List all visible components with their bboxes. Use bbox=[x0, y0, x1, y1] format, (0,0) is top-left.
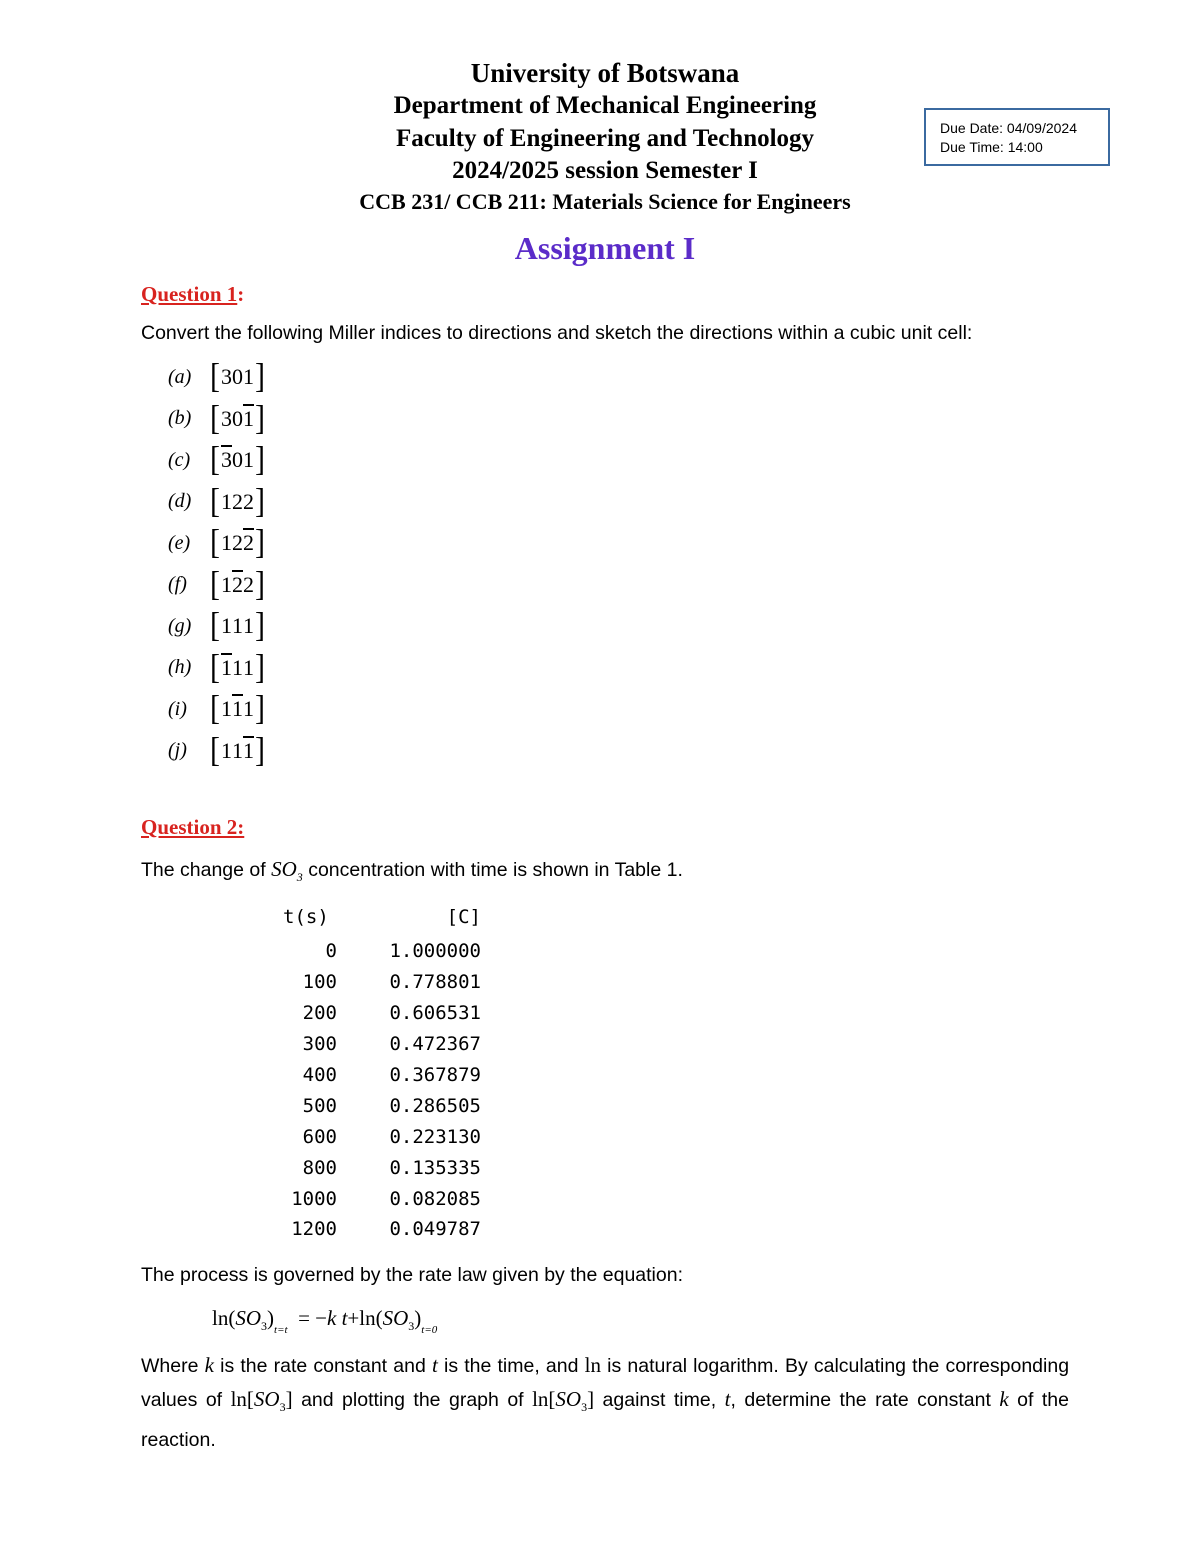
miller-index-label: (b) bbox=[168, 407, 192, 429]
table-col-time: t(s) bbox=[283, 906, 329, 928]
question-1-colon: : bbox=[237, 282, 245, 306]
intro-species: $SO_3$ bbox=[271, 857, 303, 884]
rate-law-equation: $\ln(SO_3)_{t=t} = -k$ $t+\ln(SO_3)_{t=0}$ bbox=[212, 1306, 438, 1336]
right-bracket: ] bbox=[255, 606, 265, 645]
faculty-title: Faculty of Engineering and Technology bbox=[395, 125, 815, 152]
index-digit: 1 bbox=[221, 696, 232, 721]
time-cell: 500 bbox=[302, 1094, 337, 1117]
negative-index-digit: 1 bbox=[221, 654, 232, 680]
table-row bbox=[283, 936, 481, 967]
miller-index-item bbox=[168, 440, 265, 479]
time-cell: 800 bbox=[302, 1156, 337, 1179]
question-2-intro bbox=[141, 857, 683, 885]
right-bracket: ] bbox=[255, 398, 265, 437]
left-bracket: [ bbox=[210, 398, 220, 437]
intro-after: concentration with time is shown in Table 1. bbox=[308, 859, 683, 881]
question-2-instructions: Where k is the rate constant and t is the time, and ln is natural logarithm. By calculating the corresponding values of $\ln[SO_3]$ and plotting the graph of $\ln[SO_3]$ against time, t, determine the rate constant k of the reaction. bbox=[141, 1353, 1070, 1451]
miller-index-item bbox=[168, 357, 265, 396]
table-row bbox=[283, 1060, 481, 1091]
concentration-cell: 0.367879 bbox=[389, 1064, 481, 1086]
due-time: Due Time: 14:00 bbox=[940, 139, 1043, 155]
index-digit: 2 bbox=[243, 571, 254, 597]
intro-before: The change of bbox=[141, 859, 266, 881]
index-digit: 2 bbox=[232, 530, 243, 555]
index-digit: 1 bbox=[232, 613, 243, 638]
left-bracket: [ bbox=[210, 523, 220, 562]
left-bracket: [ bbox=[210, 481, 220, 520]
rate-law-text: The process is governed by the rate law given by the equation: bbox=[141, 1264, 683, 1286]
question-1-heading bbox=[141, 282, 244, 307]
index-digit: 1 bbox=[232, 654, 243, 680]
miller-index-label: (j) bbox=[168, 739, 187, 761]
table-row bbox=[283, 1090, 481, 1121]
table-row bbox=[283, 1121, 481, 1152]
index-digit: 1 bbox=[221, 530, 232, 555]
due-date: Due Date: 04/09/2024 bbox=[940, 120, 1077, 136]
right-bracket: ] bbox=[255, 647, 265, 686]
miller-index-item bbox=[168, 606, 265, 645]
index-digit: 1 bbox=[243, 654, 254, 680]
question-1-label: Question 1 bbox=[141, 282, 238, 306]
left-bracket: [ bbox=[210, 606, 220, 645]
index-digit: 1 bbox=[232, 737, 243, 763]
right-bracket: ] bbox=[255, 440, 265, 479]
miller-index-digits bbox=[220, 572, 255, 598]
concentration-cell: 0.778801 bbox=[389, 971, 481, 994]
index-digit: 1 bbox=[221, 488, 232, 514]
negative-index-digit: 1 bbox=[232, 696, 243, 721]
concentration-cell: 0.082085 bbox=[389, 1187, 481, 1210]
miller-index-item bbox=[168, 730, 265, 769]
course-title: CCB 231/ CCB 211: Materials Science for Engineers bbox=[359, 189, 851, 214]
index-digit: 2 bbox=[232, 488, 243, 514]
miller-index-label: (d) bbox=[168, 490, 192, 512]
right-bracket: ] bbox=[255, 564, 265, 603]
index-digit: 1 bbox=[243, 447, 254, 472]
question-1-text: Convert the following Miller indices to directions and sketch the directions within a cubic unit cell: bbox=[141, 322, 973, 344]
miller-index-item bbox=[168, 398, 265, 437]
index-digit: 3 bbox=[221, 364, 232, 389]
miller-index-label: (g) bbox=[168, 614, 192, 637]
university-title: University of Botswana bbox=[470, 58, 740, 88]
miller-index-item bbox=[168, 647, 265, 686]
index-digit: 3 bbox=[221, 405, 232, 431]
miller-index-digits bbox=[220, 613, 255, 639]
concentration-table bbox=[283, 898, 481, 1245]
right-bracket: ] bbox=[255, 523, 265, 562]
concentration-cell: 1.000000 bbox=[389, 940, 481, 963]
miller-index-label: (f) bbox=[168, 573, 187, 595]
left-bracket: [ bbox=[210, 730, 220, 769]
miller-index-digits bbox=[220, 364, 255, 390]
time-cell: 0 bbox=[325, 940, 337, 963]
table-body bbox=[283, 936, 481, 1245]
miller-index-label: (i) bbox=[168, 697, 187, 720]
index-digit: 0 bbox=[232, 364, 243, 389]
department-title: Department of Mechanical Engineering bbox=[393, 92, 817, 119]
time-cell: 1200 bbox=[291, 1218, 337, 1241]
time-cell: 200 bbox=[302, 1002, 337, 1025]
time-cell: 100 bbox=[302, 971, 337, 994]
negative-index-digit: 1 bbox=[243, 737, 254, 763]
time-cell: 400 bbox=[302, 1064, 337, 1086]
concentration-cell: 0.472367 bbox=[389, 1033, 481, 1056]
miller-index-item bbox=[168, 564, 265, 603]
assignment-title: Assignment I bbox=[514, 230, 696, 266]
table-row bbox=[283, 998, 481, 1029]
time-cell: 300 bbox=[302, 1033, 337, 1056]
left-bracket: [ bbox=[210, 647, 220, 686]
index-digit: 1 bbox=[243, 364, 254, 389]
miller-index-digits bbox=[220, 738, 255, 764]
table-row bbox=[283, 967, 481, 998]
negative-index-digit: 3 bbox=[221, 447, 232, 472]
index-digit: 1 bbox=[221, 613, 232, 638]
miller-index-label: (a) bbox=[168, 365, 192, 388]
index-digit: 1 bbox=[221, 571, 232, 597]
left-bracket: [ bbox=[210, 440, 220, 479]
index-digit: 0 bbox=[232, 405, 243, 431]
negative-index-digit: 2 bbox=[232, 571, 243, 597]
miller-index-label: (c) bbox=[168, 448, 191, 471]
right-bracket: ] bbox=[255, 357, 265, 396]
right-bracket: ] bbox=[255, 730, 265, 769]
miller-index-digits bbox=[220, 530, 255, 556]
concentration-cell: 0.606531 bbox=[389, 1002, 481, 1025]
miller-index-digits bbox=[220, 696, 255, 722]
table-row bbox=[283, 1183, 481, 1214]
left-bracket: [ bbox=[210, 564, 220, 603]
right-bracket: ] bbox=[255, 689, 265, 728]
question-2-heading: Question 2: bbox=[141, 815, 245, 839]
index-digit: 0 bbox=[232, 447, 243, 472]
miller-index-digits bbox=[220, 489, 255, 515]
concentration-cell: 0.286505 bbox=[389, 1094, 481, 1117]
index-digit: 2 bbox=[243, 488, 254, 514]
table-header bbox=[283, 898, 481, 936]
time-cell: 1000 bbox=[291, 1187, 337, 1210]
miller-index-item bbox=[168, 523, 265, 562]
table-col-concentration: [C] bbox=[446, 906, 481, 928]
negative-index-digit: 1 bbox=[243, 405, 254, 431]
left-bracket: [ bbox=[210, 689, 220, 728]
index-digit: 1 bbox=[221, 737, 232, 763]
table-row bbox=[283, 1214, 481, 1245]
index-digit: 1 bbox=[243, 613, 254, 638]
miller-index-label: (e) bbox=[168, 531, 191, 554]
miller-index-label: (h) bbox=[168, 656, 192, 678]
table-row bbox=[283, 1152, 481, 1183]
miller-index-item bbox=[168, 481, 265, 520]
concentration-cell: 0.049787 bbox=[389, 1218, 481, 1241]
table-row bbox=[283, 1029, 481, 1060]
due-box bbox=[924, 108, 1110, 166]
miller-index-digits bbox=[220, 447, 255, 473]
miller-index-digits bbox=[220, 655, 255, 681]
negative-index-digit: 2 bbox=[243, 530, 254, 555]
left-bracket: [ bbox=[210, 357, 220, 396]
time-cell: 600 bbox=[302, 1125, 337, 1148]
index-digit: 1 bbox=[243, 696, 254, 721]
miller-index-item bbox=[168, 689, 265, 728]
miller-index-digits bbox=[220, 406, 255, 432]
concentration-cell: 0.223130 bbox=[389, 1125, 481, 1148]
session-title: 2024/2025 session Semester I bbox=[452, 157, 758, 184]
concentration-cell: 0.135335 bbox=[389, 1156, 481, 1179]
right-bracket: ] bbox=[255, 481, 265, 520]
